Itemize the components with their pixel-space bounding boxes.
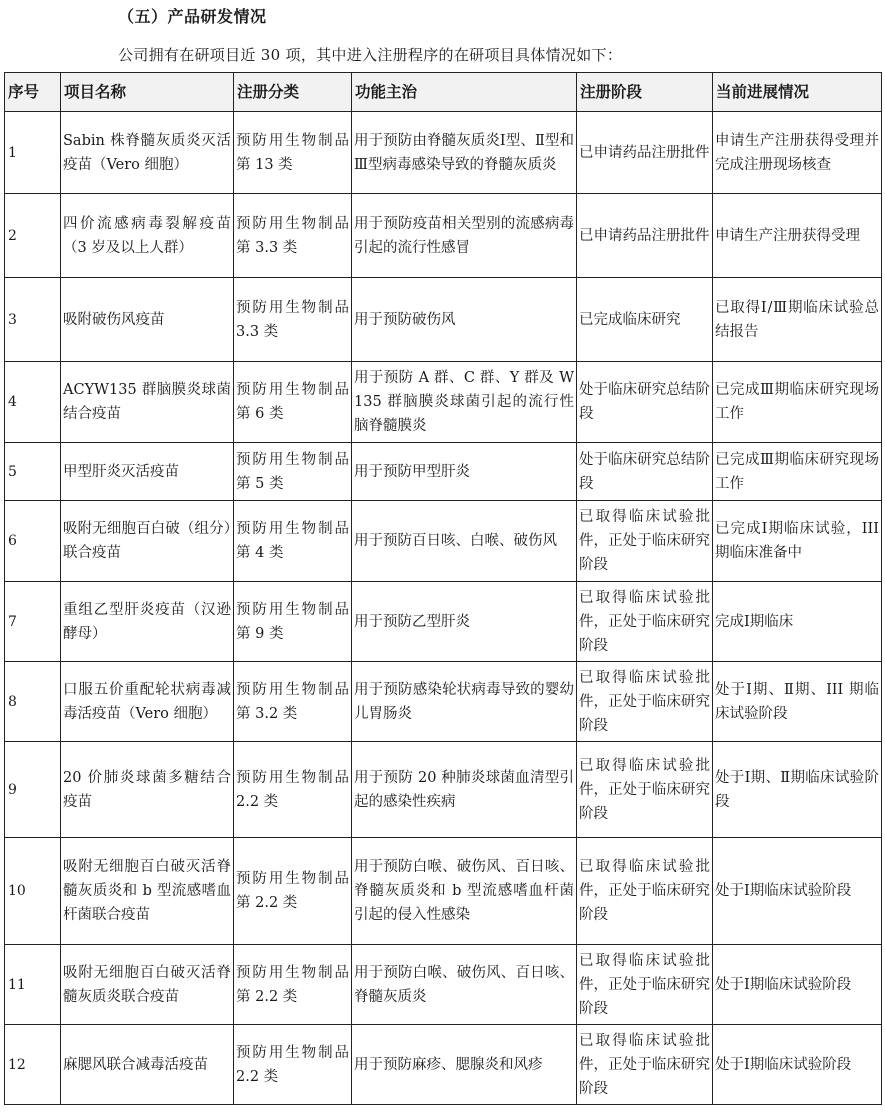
- cell-progress: 处于Ⅰ期、Ⅱ期临床试验阶段: [713, 742, 882, 838]
- cell-stage: 已取得临床试验批件，正处于临床研究阶段: [577, 945, 713, 1025]
- cell-category: 预防用生物制品第 2.2 类: [234, 838, 352, 945]
- cell-function: 用于预防百日咳、白喉、破伤风: [352, 501, 577, 582]
- header-category: 注册分类: [234, 73, 352, 112]
- cell-function: 用于预防白喉、破伤风、百日咳、脊髓灰质炎和 b 型流感嗜血杆菌引起的侵入性感染: [352, 838, 577, 945]
- cell-progress: 申请生产注册获得受理: [713, 194, 882, 278]
- cell-progress: 完成Ⅰ期临床: [713, 582, 882, 662]
- cell-category: 预防用生物制品第 2.2 类: [234, 945, 352, 1025]
- cell-category: 预防用生物制品第 6 类: [234, 362, 352, 443]
- cell-no: 9: [5, 742, 61, 838]
- header-name: 项目名称: [61, 73, 234, 112]
- table-row: [5, 662, 882, 742]
- cell-progress: 申请生产注册获得受理并完成注册现场核查: [713, 112, 882, 194]
- cell-no: 12: [5, 1025, 61, 1105]
- cell-progress: 处于Ⅰ期临床试验阶段: [713, 945, 882, 1025]
- cell-name: 吸附无细胞百白破（组分）联合疫苗: [61, 501, 234, 582]
- table-row: [5, 945, 882, 1025]
- cell-name: 吸附破伤风疫苗: [61, 278, 234, 362]
- cell-category: 预防用生物制品 3.3 类: [234, 278, 352, 362]
- table-row: [5, 278, 882, 362]
- cell-category: 预防用生物制品第 3.2 类: [234, 662, 352, 742]
- cell-function: 用于预防麻疹、腮腺炎和风疹: [352, 1025, 577, 1105]
- cell-no: 2: [5, 194, 61, 278]
- cell-no: 8: [5, 662, 61, 742]
- cell-stage: 已取得临床试验批件，正处于临床研究阶段: [577, 742, 713, 838]
- cell-name: 重组乙型肝炎疫苗（汉逊酵母）: [61, 582, 234, 662]
- header-no: 序号: [5, 73, 61, 112]
- section-title: （五）产品研发情况: [118, 7, 267, 26]
- table-row: [5, 582, 882, 662]
- table-row: [5, 1025, 882, 1105]
- header-progress: 当前进展情况: [713, 73, 882, 112]
- cell-category: 预防用生物制品第 9 类: [234, 582, 352, 662]
- cell-category: 预防用生物制品 2.2 类: [234, 742, 352, 838]
- cell-stage: 已申请药品注册批件: [577, 194, 713, 278]
- cell-stage: 已取得临床试验批件，正处于临床研究阶段: [577, 582, 713, 662]
- table-row: [5, 194, 882, 278]
- cell-no: 6: [5, 501, 61, 582]
- cell-name: Sabin 株脊髓灰质炎灭活疫苗（Vero 细胞）: [61, 112, 234, 194]
- cell-category: 预防用生物制品第 4 类: [234, 501, 352, 582]
- cell-category: 预防用生物制品第 13 类: [234, 112, 352, 194]
- cell-stage: 处于临床研究总结阶段: [577, 443, 713, 501]
- header-stage: 注册阶段: [577, 73, 713, 112]
- cell-stage: 已取得临床试验批件，正处于临床研究阶段: [577, 1025, 713, 1105]
- cell-no: 7: [5, 582, 61, 662]
- cell-category: 预防用生物制品 2.2 类: [234, 1025, 352, 1105]
- cell-name: 20 价肺炎球菌多糖结合疫苗: [61, 742, 234, 838]
- cell-category: 预防用生物制品第 5 类: [234, 443, 352, 501]
- cell-name: ACYW135 群脑膜炎球菌结合疫苗: [61, 362, 234, 443]
- cell-stage: 已取得临床试验批件，正处于临床研究阶段: [577, 662, 713, 742]
- cell-stage: 已取得临床试验批件，正处于临床研究阶段: [577, 501, 713, 582]
- cell-name: 麻腮风联合减毒活疫苗: [61, 1025, 234, 1105]
- cell-progress: 处于Ⅰ期临床试验阶段: [713, 838, 882, 945]
- table-header-row: [5, 73, 882, 112]
- cell-function: 用于预防 A 群、C 群、Y 群及 W135 群脑膜炎球菌引起的流行性脑脊髓膜炎: [352, 362, 577, 443]
- cell-no: 4: [5, 362, 61, 443]
- cell-progress: 处于Ⅰ期临床试验阶段: [713, 1025, 882, 1105]
- table-row: [5, 362, 882, 443]
- cell-name: 四价流感病毒裂解疫苗（3 岁及以上人群）: [61, 194, 234, 278]
- cell-name: 甲型肝炎灭活疫苗: [61, 443, 234, 501]
- table-row: [5, 501, 882, 582]
- cell-function: 用于预防感染轮状病毒导致的婴幼儿胃肠炎: [352, 662, 577, 742]
- cell-function: 用于预防由脊髓灰质炎Ⅰ型、Ⅱ型和Ⅲ型病毒感染导致的脊髓灰质炎: [352, 112, 577, 194]
- cell-stage: 处于临床研究总结阶段: [577, 362, 713, 443]
- cell-stage: 已取得临床试验批件，正处于临床研究阶段: [577, 838, 713, 945]
- cell-stage: 已申请药品注册批件: [577, 112, 713, 194]
- intro-text: 公司拥有在研项目近 30 项，其中进入注册程序的在研项目具体情况如下：: [118, 46, 623, 64]
- cell-function: 用于预防乙型肝炎: [352, 582, 577, 662]
- cell-progress: 处于Ⅰ期、Ⅱ期、III 期临床试验阶段: [713, 662, 882, 742]
- cell-name: 吸附无细胞百白破灭活脊髓灰质炎和 b 型流感嗜血杆菌联合疫苗: [61, 838, 234, 945]
- cell-category: 预防用生物制品第 3.3 类: [234, 194, 352, 278]
- header-function: 功能主治: [352, 73, 577, 112]
- rd-projects-table: [4, 72, 882, 1105]
- cell-no: 10: [5, 838, 61, 945]
- cell-no: 1: [5, 112, 61, 194]
- cell-stage: 已完成临床研究: [577, 278, 713, 362]
- cell-progress: 已完成Ⅲ期临床研究现场工作: [713, 443, 882, 501]
- table-row: [5, 838, 882, 945]
- table-row: [5, 443, 882, 501]
- cell-function: 用于预防白喉、破伤风、百日咳、脊髓灰质炎: [352, 945, 577, 1025]
- table-row: [5, 742, 882, 838]
- cell-no: 3: [5, 278, 61, 362]
- cell-progress: 已取得Ⅰ/Ⅲ期临床试验总结报告: [713, 278, 882, 362]
- cell-no: 11: [5, 945, 61, 1025]
- cell-function: 用于预防破伤风: [352, 278, 577, 362]
- cell-function: 用于预防疫苗相关型别的流感病毒引起的流行性感冒: [352, 194, 577, 278]
- cell-no: 5: [5, 443, 61, 501]
- cell-function: 用于预防 20 种肺炎球菌血清型引起的感染性疾病: [352, 742, 577, 838]
- cell-name: 口服五价重配轮状病毒减毒活疫苗（Vero 细胞）: [61, 662, 234, 742]
- table-row: [5, 112, 882, 194]
- cell-progress: 已完成Ⅰ期临床试验，III 期临床准备中: [713, 501, 882, 582]
- cell-progress: 已完成Ⅲ期临床研究现场工作: [713, 362, 882, 443]
- cell-function: 用于预防甲型肝炎: [352, 443, 577, 501]
- cell-name: 吸附无细胞百白破灭活脊髓灰质炎联合疫苗: [61, 945, 234, 1025]
